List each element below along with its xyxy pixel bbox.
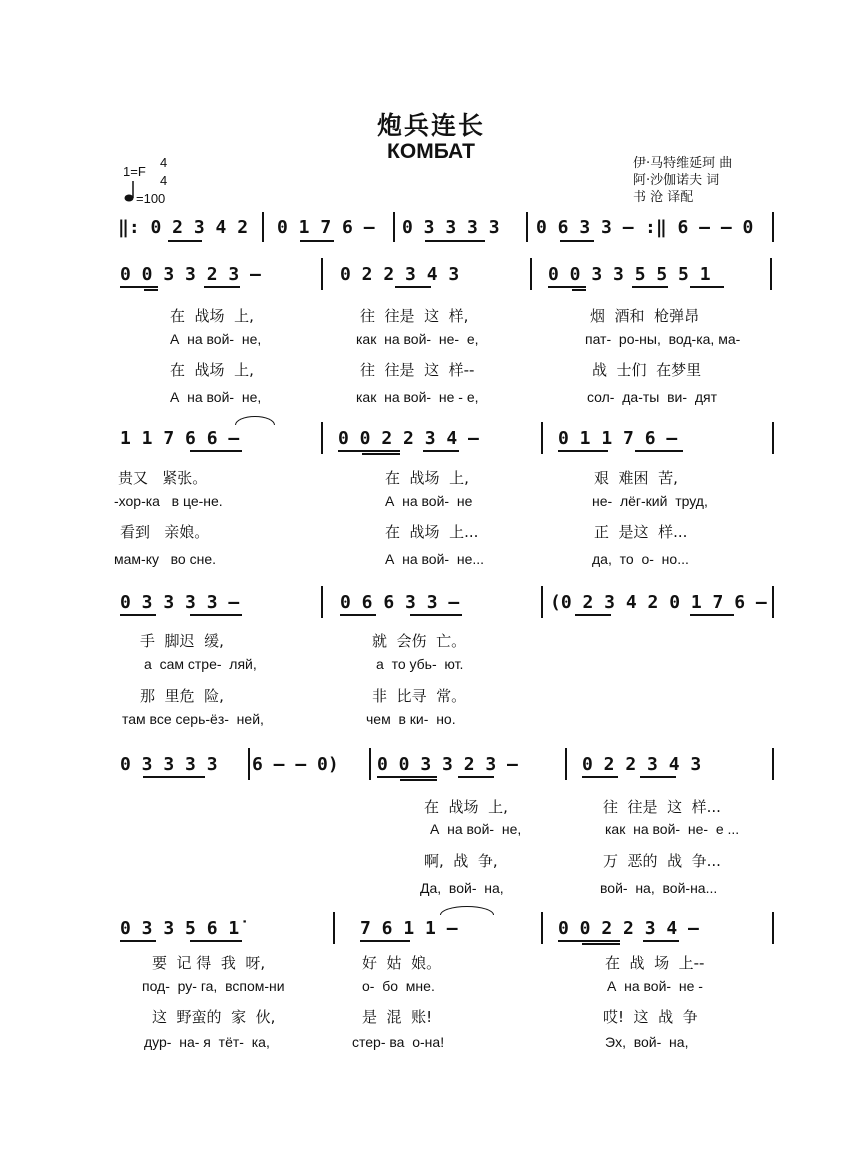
lyric: 正 是这 样... bbox=[594, 523, 688, 541]
underline bbox=[690, 286, 724, 288]
system-6 bbox=[0, 912, 862, 946]
lyric: как на вой- не- е ... bbox=[605, 821, 740, 837]
barline bbox=[262, 212, 264, 242]
underline bbox=[560, 240, 594, 242]
underline bbox=[582, 943, 620, 945]
lyric: 要 记 得 我 呀, bbox=[152, 954, 266, 972]
barline bbox=[369, 748, 371, 780]
lyric: сол- да-ты ви- дят bbox=[587, 389, 717, 405]
lyric: 往 往是 这 样... bbox=[603, 798, 721, 816]
lyric: 这 野蛮的 家 伙, bbox=[152, 1008, 276, 1026]
barline bbox=[770, 258, 772, 290]
underline bbox=[558, 450, 608, 452]
barline bbox=[541, 586, 543, 618]
lyric: 在 战场 上, bbox=[170, 361, 254, 379]
song-title-russian: КОМБАТ bbox=[387, 140, 475, 163]
lyric: 是 混 账! bbox=[362, 1008, 433, 1026]
underline bbox=[360, 940, 410, 942]
underline bbox=[582, 776, 618, 778]
barline bbox=[541, 422, 543, 454]
barline bbox=[333, 912, 335, 944]
lyric: как на вой- не- е, bbox=[356, 331, 479, 347]
underline bbox=[120, 614, 156, 616]
barline bbox=[321, 422, 323, 454]
lyric: под- ру- га, вспом-ни bbox=[142, 978, 285, 994]
barline bbox=[526, 212, 528, 242]
measure: 0 3 3 3 3 bbox=[402, 217, 500, 238]
system-5 bbox=[0, 748, 862, 782]
lyric: А на вой- не, bbox=[430, 821, 522, 837]
lyric: пат- ро-ны, вод-ка, ма- bbox=[585, 331, 741, 347]
barline bbox=[541, 912, 543, 944]
system-1 bbox=[0, 212, 862, 246]
system-4 bbox=[0, 586, 862, 620]
barline bbox=[772, 212, 774, 242]
lyric: 啊, 战 争, bbox=[424, 852, 498, 870]
lyric: 在 战场 上... bbox=[385, 523, 479, 541]
lyric: 好 姑 娘。 bbox=[362, 954, 442, 972]
tempo-marking: =100 bbox=[136, 191, 166, 206]
translator-credit: 书 沧 译配 bbox=[633, 190, 694, 205]
underline bbox=[558, 940, 620, 942]
measure: 0 0 3 3 5 5 5 1 bbox=[548, 264, 711, 285]
lyric: Да, вой- на, bbox=[420, 880, 504, 896]
lyric: чем в ки- но. bbox=[366, 711, 456, 727]
measure: 0 3 3 3 3 – bbox=[120, 592, 240, 613]
lyric: 在 战场 上, bbox=[385, 469, 469, 487]
lyric: мам-ку во сне. bbox=[114, 551, 217, 567]
system-3 bbox=[0, 422, 862, 456]
underline bbox=[423, 450, 459, 452]
lyric: А на вой- не, bbox=[170, 389, 262, 405]
underline bbox=[340, 614, 376, 616]
lyric: А на вой- не bbox=[385, 493, 473, 509]
measure: 0 2 2 3 4 3 bbox=[582, 754, 702, 775]
lyric: вой- на, вой-на... bbox=[600, 880, 718, 896]
measure: 0 1 7 6 – bbox=[277, 217, 375, 238]
underline bbox=[632, 286, 668, 288]
lyric: А на вой- не... bbox=[385, 551, 485, 567]
lyric: 那 里危 险, bbox=[140, 687, 224, 705]
underline bbox=[120, 286, 158, 288]
lyric: 哎! 这 战 争 bbox=[603, 1008, 698, 1026]
underline bbox=[190, 614, 242, 616]
measure: 0 3 3 3 3 bbox=[120, 754, 218, 775]
underline bbox=[425, 240, 485, 242]
lyric: 贵又 紧张。 bbox=[118, 469, 208, 487]
lyric: а сам стре- ляй, bbox=[144, 656, 257, 672]
lyric: 战 士们 在梦里 bbox=[592, 361, 702, 379]
key-signature: 1=F bbox=[123, 164, 146, 179]
barline bbox=[772, 586, 774, 618]
underline bbox=[204, 286, 240, 288]
lyric: не- лёг-кий труд, bbox=[592, 493, 708, 509]
measure: 0 1 1 7 6 – bbox=[558, 428, 678, 449]
time-signature-top: 4 bbox=[160, 155, 168, 170]
underline bbox=[410, 614, 462, 616]
lyric: А на вой- не, bbox=[170, 331, 262, 347]
measure: ‖: 0 2 3 4 2 bbox=[118, 217, 249, 238]
measure: 1 1 7 6 6 – bbox=[120, 428, 240, 449]
measure: 7 6 1 1 – bbox=[360, 918, 458, 939]
underline bbox=[300, 240, 334, 242]
underline bbox=[575, 614, 611, 616]
underline bbox=[168, 240, 202, 242]
underline bbox=[572, 289, 586, 291]
composer-credit: 伊·马特维延珂 曲 bbox=[633, 156, 733, 171]
measure: 0 0 2 2 3 4 – bbox=[558, 918, 699, 939]
lyric: 往 往是 这 样, bbox=[360, 307, 469, 325]
underline bbox=[190, 940, 242, 942]
tie-arc bbox=[235, 416, 275, 425]
lyric: -хор-ка в це-не. bbox=[114, 493, 223, 509]
underline bbox=[144, 289, 158, 291]
lyric: 万 恶的 战 争... bbox=[603, 852, 721, 870]
lyric: 在 战场 上, bbox=[170, 307, 254, 325]
lyric: стер- ва о-на! bbox=[352, 1034, 445, 1050]
underline bbox=[690, 614, 734, 616]
underline bbox=[635, 450, 683, 452]
lyric: 非 比寻 常。 bbox=[372, 687, 467, 705]
lyric: 在 战 场 上-- bbox=[605, 954, 705, 972]
lyric: 看到 亲娘。 bbox=[120, 523, 210, 541]
barline bbox=[248, 748, 250, 780]
lyric: а то убь- ют. bbox=[376, 656, 464, 672]
barline bbox=[530, 258, 532, 290]
measure: 0 3 3 5 6 1̇ bbox=[120, 918, 240, 939]
underline bbox=[643, 940, 679, 942]
measure: (0 2 3 4 2 0 1 7 6 – bbox=[550, 592, 767, 613]
lyric: как на вой- не - е, bbox=[356, 389, 479, 405]
lyric: дур- на- я тёт- ка, bbox=[144, 1034, 270, 1050]
underline bbox=[338, 450, 400, 452]
barline bbox=[772, 422, 774, 454]
underline bbox=[120, 940, 156, 942]
measure: 6 – – 0) bbox=[252, 754, 339, 775]
measure: 0 6 6 3 3 – bbox=[340, 592, 460, 613]
measure: 0 0 3 3 2 3 – bbox=[377, 754, 518, 775]
measure: 0 0 3 3 2 3 – bbox=[120, 264, 261, 285]
lyric: там все серь-ёз- ней, bbox=[122, 711, 264, 727]
measure: 0 6 3 3 – bbox=[536, 217, 634, 238]
lyric: 艰 难困 苦, bbox=[594, 469, 678, 487]
measure: 0 0 2 2 3 4 – bbox=[338, 428, 479, 449]
underline bbox=[395, 286, 431, 288]
underline bbox=[640, 776, 676, 778]
lyric: 在 战场 上, bbox=[424, 798, 508, 816]
lyric: Эх, вой- на, bbox=[605, 1034, 689, 1050]
underline bbox=[143, 776, 205, 778]
measure: 0 2 2 3 4 3 bbox=[340, 264, 460, 285]
underline bbox=[362, 453, 400, 455]
lyric: 往 往是 这 样-- bbox=[360, 361, 475, 379]
lyric: 就 会伤 亡。 bbox=[372, 632, 467, 650]
lyric: 烟 酒和 枪弹昂 bbox=[590, 307, 700, 325]
barline bbox=[772, 748, 774, 780]
barline bbox=[772, 912, 774, 944]
lyric: да, то о- но... bbox=[592, 551, 689, 567]
underline bbox=[548, 286, 586, 288]
underline bbox=[190, 450, 242, 452]
measure: :‖ 6 – – 0 bbox=[645, 217, 754, 238]
lyric: о- бо мне. bbox=[362, 978, 435, 994]
song-title-chinese: 炮兵连长 bbox=[376, 111, 485, 140]
underline bbox=[400, 779, 437, 781]
barline bbox=[321, 586, 323, 618]
system-2 bbox=[0, 258, 862, 292]
tie-arc bbox=[440, 906, 494, 915]
underline bbox=[458, 776, 494, 778]
underline bbox=[377, 776, 437, 778]
barline bbox=[321, 258, 323, 290]
barline bbox=[393, 212, 395, 242]
time-signature-bottom: 4 bbox=[160, 173, 168, 188]
lyricist-credit: 阿·沙伽诺夫 词 bbox=[633, 173, 720, 188]
barline bbox=[565, 748, 567, 780]
lyric: 手 脚迟 缓, bbox=[140, 632, 224, 650]
lyric: А на вой- не - bbox=[607, 978, 703, 994]
